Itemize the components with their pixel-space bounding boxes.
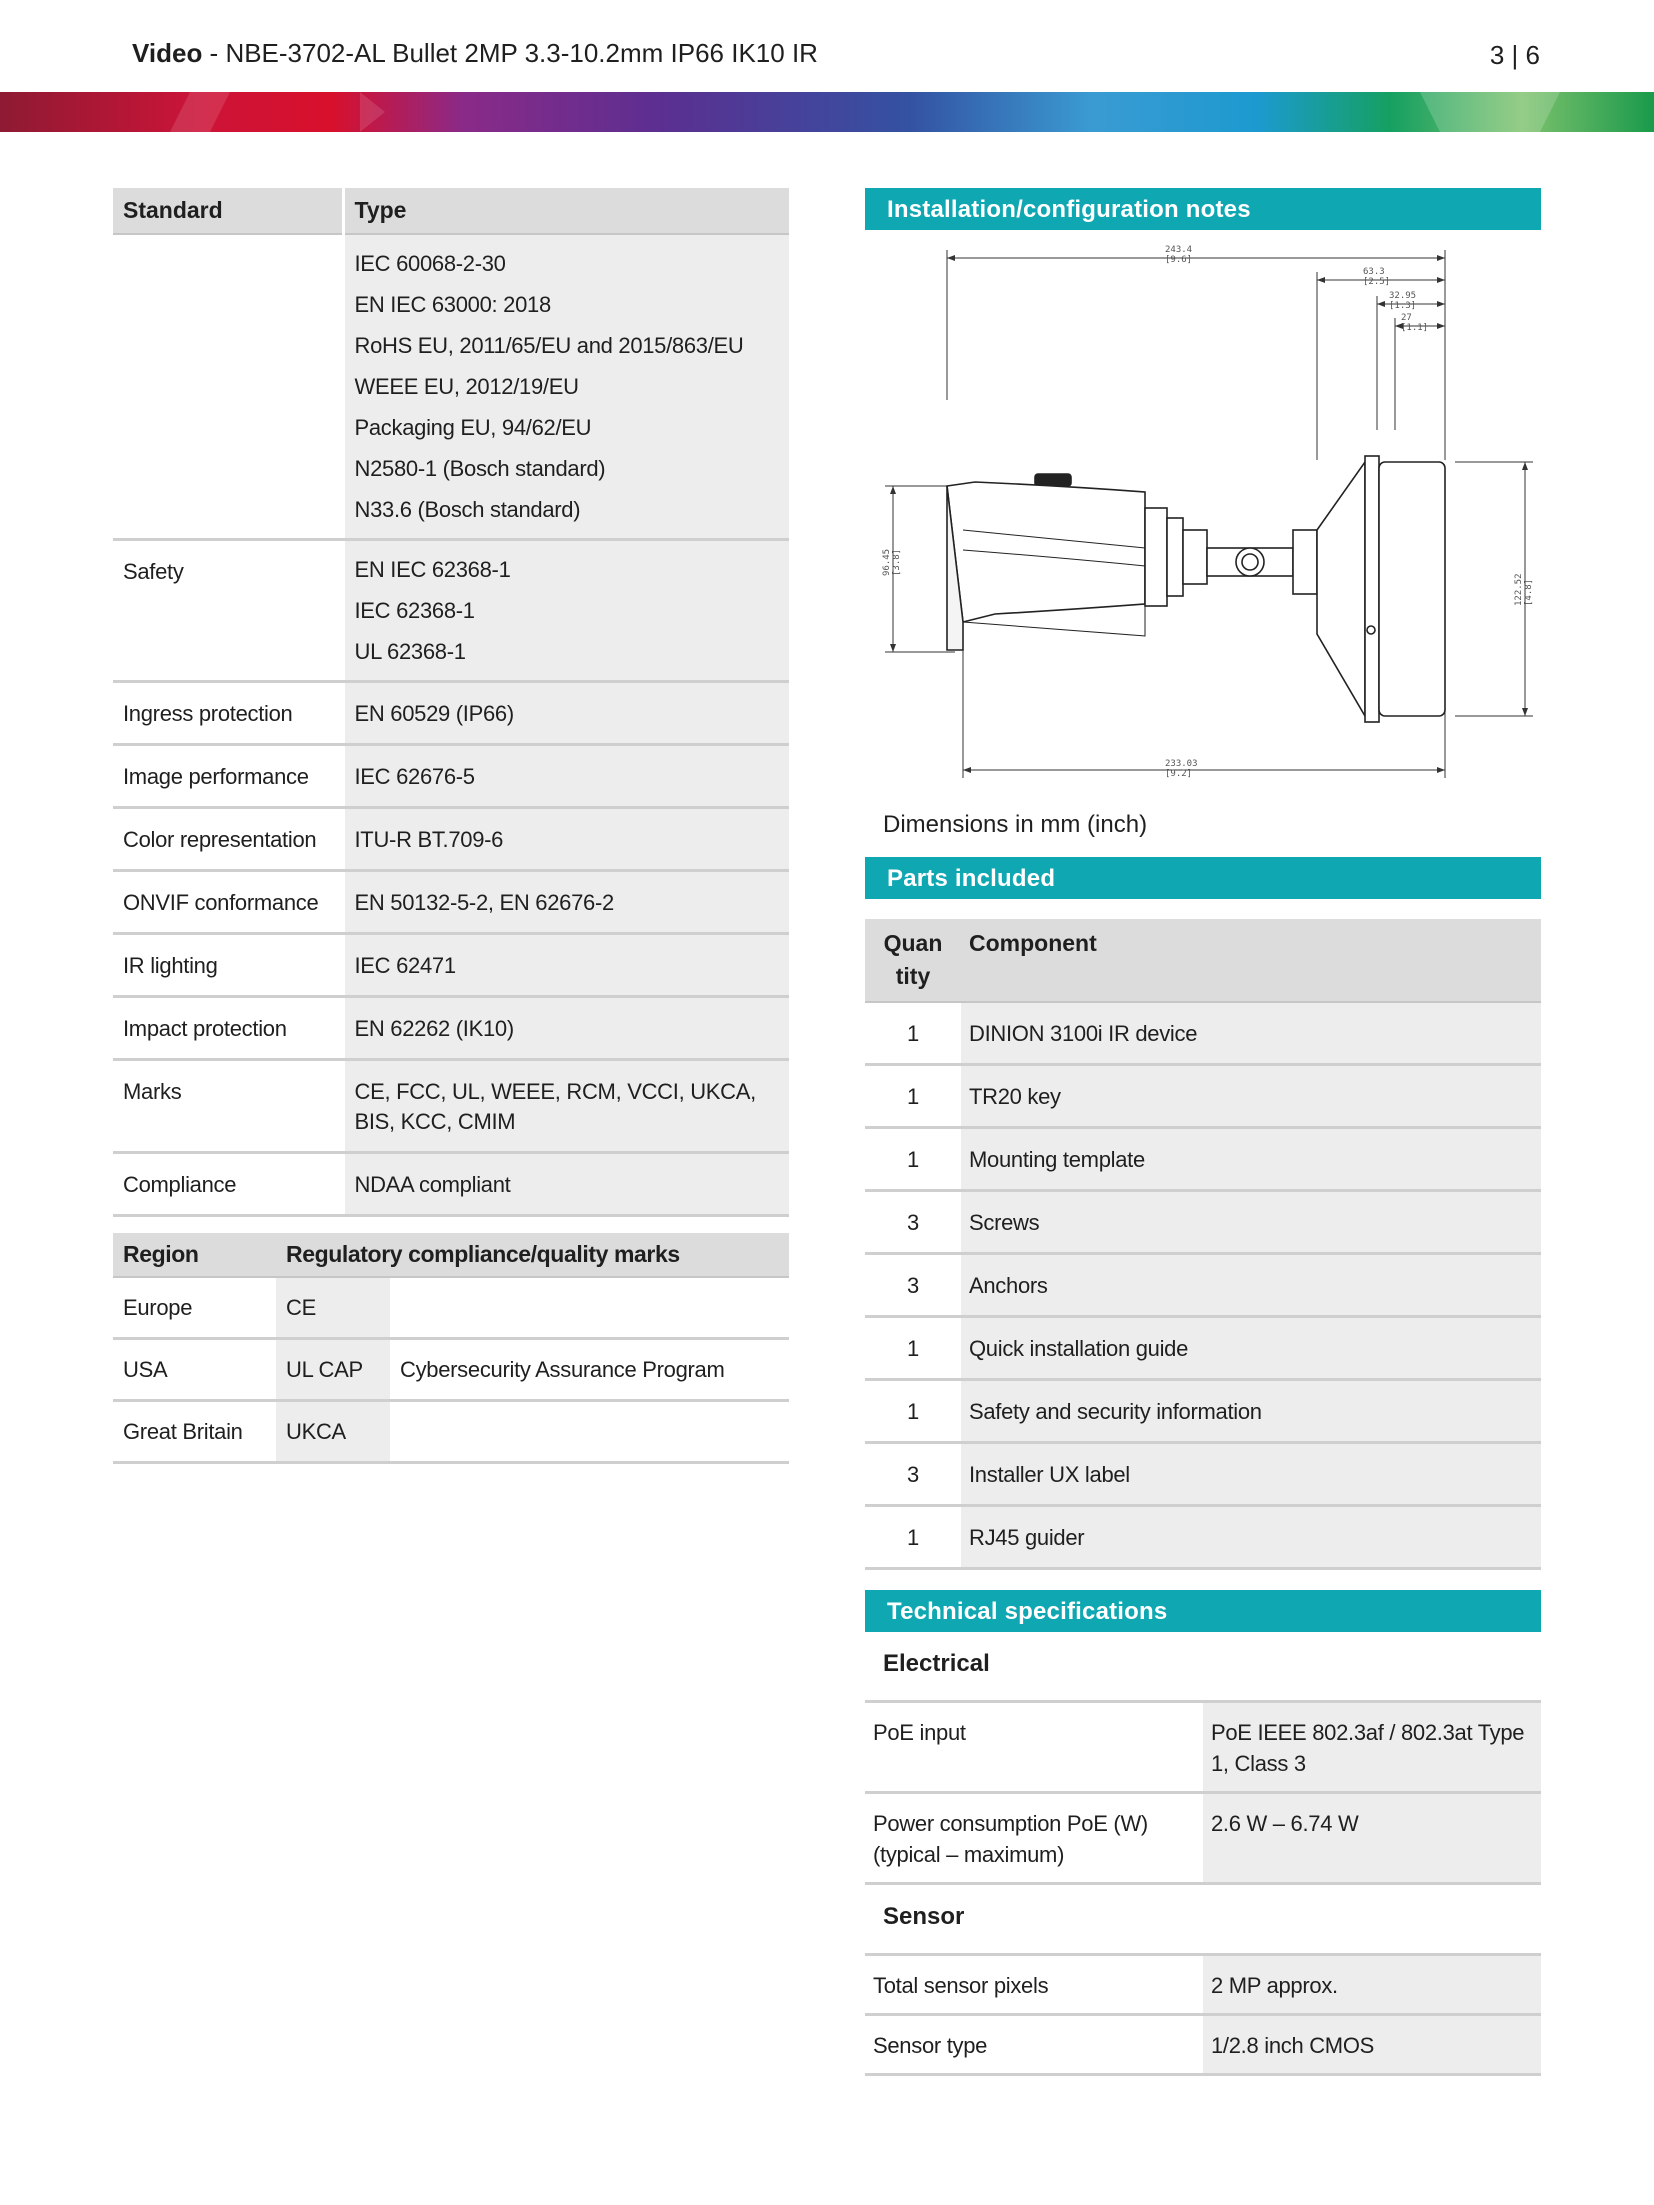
standard-label: Image performance: [113, 745, 343, 808]
table-row: [113, 234, 789, 540]
region-name: USA: [113, 1339, 276, 1401]
standard-value: EN 62262 (IK10): [343, 997, 789, 1060]
page-header: [0, 0, 1654, 92]
dim-height-right-in: [4.8]: [1524, 578, 1534, 606]
left-column: [113, 188, 789, 1464]
part-quantity: 1: [865, 1065, 961, 1128]
standard-value: [343, 540, 789, 682]
table-row: [113, 1401, 789, 1463]
doc-type: Video: [132, 38, 203, 68]
sensor-heading: Sensor: [883, 1903, 965, 1930]
right-column: [865, 188, 1541, 2076]
table-row: [865, 1380, 1541, 1443]
part-component: Safety and security information: [961, 1380, 1541, 1443]
standard-value-line: RoHS EU, 2011/65/EU and 2015/863/EU: [354, 333, 744, 358]
part-component: Anchors: [961, 1254, 1541, 1317]
parts-table: [865, 919, 1541, 1570]
standard-value-line: EN IEC 62368-1: [354, 557, 511, 582]
table-row: [865, 1443, 1541, 1506]
standard-value-line: WEEE EU, 2012/19/EU: [354, 374, 579, 399]
part-component: Installer UX label: [961, 1443, 1541, 1506]
electrical-heading: Electrical: [883, 1650, 990, 1677]
standard-label: ONVIF conformance: [113, 871, 343, 934]
dim-d2-in: [1.3]: [1389, 301, 1417, 311]
table-row: [113, 682, 789, 745]
spec-value: 1/2.8 inch CMOS: [1203, 2015, 1541, 2075]
standard-value: IEC 62471: [343, 934, 789, 997]
table-row: [865, 1002, 1541, 1065]
part-component: Quick installation guide: [961, 1317, 1541, 1380]
part-component: Mounting template: [961, 1128, 1541, 1191]
table-row: [113, 871, 789, 934]
dim-bottom-width: 233.03: [1165, 759, 1198, 769]
standard-value: EN 50132-5-2, EN 62676-2: [343, 871, 789, 934]
dim-overall-width: 243.4: [1165, 245, 1193, 255]
region-header-marks: Regulatory compliance/quality marks: [276, 1233, 789, 1277]
standard-value-line: N2580-1 (Bosch standard): [354, 456, 606, 481]
dim-d1: 63.3: [1363, 267, 1385, 277]
standard-value-line: IEC 60068-2-30: [354, 251, 506, 276]
region-mark-desc: [390, 1277, 789, 1339]
parts-header-component: Component: [961, 919, 1541, 1002]
region-mark-code: CE: [276, 1277, 390, 1339]
table-row: [865, 2015, 1541, 2075]
region-mark-desc: Cybersecurity Assurance Program: [390, 1339, 789, 1401]
dimensions-caption: Dimensions in mm (inch): [883, 811, 1148, 838]
part-quantity: 3: [865, 1191, 961, 1254]
part-component: Screws: [961, 1191, 1541, 1254]
document-title: [132, 38, 818, 69]
spec-value: 2.6 W – 6.74 W: [1203, 1793, 1541, 1884]
table-row: [865, 1955, 1541, 2015]
standard-value: CE, FCC, UL, WEEE, RCM, VCCI, UKCA, BIS, KCC, CMIM: [343, 1060, 789, 1153]
parts-section-title: Parts included: [865, 857, 1541, 899]
table-row: [113, 1339, 789, 1401]
part-component: RJ45 guider: [961, 1506, 1541, 1569]
standard-value: IEC 62676-5: [343, 745, 789, 808]
dim-height-left: 96.45: [882, 548, 892, 576]
dim-d3: 27: [1401, 313, 1412, 323]
camera-dimension-drawing: [865, 230, 1541, 810]
standard-label: Ingress protection: [113, 682, 343, 745]
brand-color-band: [0, 92, 1654, 132]
standard-value: ITU-R BT.709-6: [343, 808, 789, 871]
standard-value: [343, 234, 789, 540]
table-row: [113, 934, 789, 997]
standard-value-line: EN IEC 63000: 2018: [354, 292, 551, 317]
dim-d1-in: [2.5]: [1363, 277, 1391, 287]
region-mark-desc: [390, 1401, 789, 1463]
title-separator: -: [202, 38, 226, 68]
standard-value-line: Packaging EU, 94/62/EU: [354, 415, 592, 440]
table-row: [113, 1153, 789, 1216]
table-row: [865, 1191, 1541, 1254]
region-name: Europe: [113, 1277, 276, 1339]
table-row: [113, 997, 789, 1060]
standards-table: [113, 188, 789, 1217]
standard-value: EN 60529 (IP66): [343, 682, 789, 745]
region-mark-code: UL CAP: [276, 1339, 390, 1401]
dim-bottom-width-in: [9.2]: [1165, 769, 1193, 779]
region-name: Great Britain: [113, 1401, 276, 1463]
table-row: [113, 745, 789, 808]
product-name: NBE-3702-AL Bullet 2MP 3.3-10.2mm IP66 IK10 IR: [225, 38, 818, 68]
table-row: [865, 1793, 1541, 1884]
part-component: TR20 key: [961, 1065, 1541, 1128]
parts-header-row: [865, 919, 1541, 1002]
spec-label: PoE input: [865, 1702, 1203, 1793]
table-row: [865, 1702, 1541, 1793]
spec-label: Power consumption PoE (W) (typical – maximum): [865, 1793, 1203, 1884]
table-row: [865, 1065, 1541, 1128]
parts-header-quantity: Quan tity: [865, 919, 961, 1002]
part-quantity: 1: [865, 1128, 961, 1191]
standard-label: [113, 234, 343, 540]
region-mark-code: UKCA: [276, 1401, 390, 1463]
dim-d2: 32.95: [1389, 291, 1417, 301]
part-quantity: 3: [865, 1443, 961, 1506]
dim-height-left-in: [3.8]: [892, 548, 902, 576]
standard-label: Compliance: [113, 1153, 343, 1216]
spec-label: Total sensor pixels: [865, 1955, 1203, 2015]
dim-overall-width-in: [9.6]: [1165, 255, 1193, 265]
spec-value: 2 MP approx.: [1203, 1955, 1541, 2015]
tech-specs-section-title: Technical specifications: [865, 1590, 1541, 1632]
table-row: [113, 808, 789, 871]
standards-header-type: Type: [343, 188, 789, 234]
table-row: [865, 1506, 1541, 1569]
region-table: [113, 1233, 789, 1464]
table-row: [113, 1060, 789, 1153]
table-row: [113, 540, 789, 682]
part-quantity: 1: [865, 1317, 961, 1380]
standard-value-line: UL 62368-1: [354, 639, 466, 664]
installation-section-title: Installation/configuration notes: [865, 188, 1541, 230]
page-number: 3 | 6: [1489, 40, 1540, 70]
standards-header-row: [113, 188, 789, 234]
standard-label: Color representation: [113, 808, 343, 871]
standard-label: Safety: [113, 540, 343, 682]
region-header-region: Region: [113, 1233, 276, 1277]
table-row: [113, 1277, 789, 1339]
table-row: [865, 1128, 1541, 1191]
standard-label: IR lighting: [113, 934, 343, 997]
standard-value-line: IEC 62368-1: [354, 598, 475, 623]
dim-d3-in: [1.1]: [1401, 323, 1429, 333]
standard-value-line: N33.6 (Bosch standard): [354, 497, 581, 522]
dim-height-right: 122.52: [1514, 573, 1524, 606]
table-row: [865, 1317, 1541, 1380]
spec-value: PoE IEEE 802.3af / 802.3at Type 1, Class 3: [1203, 1702, 1541, 1793]
standard-label: Impact protection: [113, 997, 343, 1060]
standard-label: Marks: [113, 1060, 343, 1153]
region-header-row: [113, 1233, 789, 1277]
standard-value: NDAA compliant: [343, 1153, 789, 1216]
part-component: DINION 3100i IR device: [961, 1002, 1541, 1065]
standards-header-standard: Standard: [113, 188, 343, 234]
part-quantity: 1: [865, 1506, 961, 1569]
electrical-table: [865, 1700, 1541, 1885]
sensor-table: [865, 1953, 1541, 2076]
part-quantity: 3: [865, 1254, 961, 1317]
part-quantity: 1: [865, 1002, 961, 1065]
part-quantity: 1: [865, 1380, 961, 1443]
table-row: [865, 1254, 1541, 1317]
spec-label: Sensor type: [865, 2015, 1203, 2075]
